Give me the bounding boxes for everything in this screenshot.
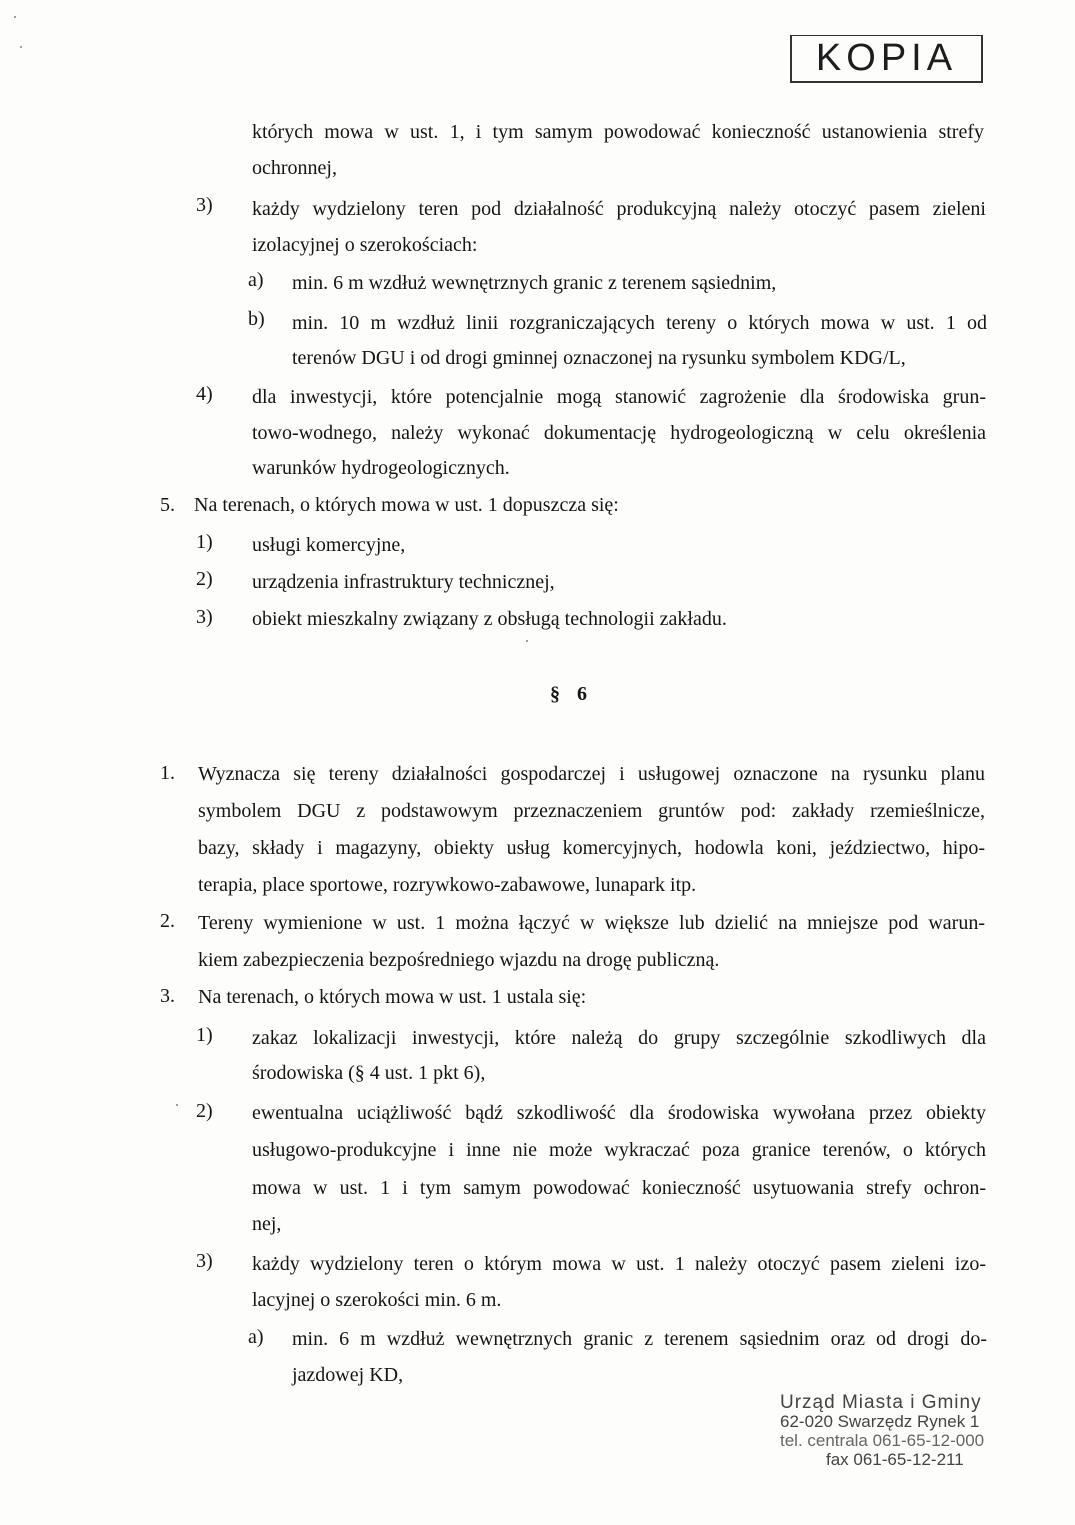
paragraph-line: Wyznacza się tereny działalności gospodarczej i usługowej oznaczone na rysunku planu: [198, 763, 985, 785]
office-phone: tel. centrala 061-65-12-000: [780, 1431, 985, 1450]
section-heading: § 6: [550, 683, 593, 705]
paragraph-line: izolacyjnej o szerokościach:: [252, 234, 478, 256]
scan-speck: [526, 640, 528, 642]
list-item: obiekt mieszkalny związany z obsługą technologii zakładu.: [252, 608, 727, 630]
paragraph-line: jazdowej KD,: [292, 1364, 404, 1386]
scan-speck: [176, 1104, 178, 1106]
paragraph-line: każdy wydzielony teren pod działalność produkcyjną należy otoczyć pasem zieleni: [252, 198, 986, 220]
item-number: 2): [196, 568, 213, 590]
paragraph-line: terapia, place sportowe, rozrywkowo-zabawowe, lunapark itp.: [198, 874, 697, 896]
paragraph-line: lacyjnej o szerokości min. 6 m.: [252, 1289, 502, 1311]
item-number: 3): [196, 194, 213, 216]
paragraph-line: terenów DGU i od drogi gminnej oznaczonej na rysunku symbolem KDG/L,: [292, 347, 906, 369]
list-item: usługi komercyjne,: [252, 534, 406, 556]
office-fax: fax 061-65-12-211: [826, 1450, 964, 1469]
paragraph-line: dla inwestycji, które potencjalnie mogą stanowić zagrożenie dla środowiska grun-: [252, 386, 986, 408]
subitem-letter: a): [248, 1326, 264, 1348]
paragraph-line: zakaz lokalizacji inwestycji, które należą do grupy szczególnie szkodliwych dla: [252, 1027, 986, 1049]
list-item: urządzenia infrastruktury technicznej,: [252, 571, 555, 593]
paragraph-line: kiem zabezpieczenia bezpośredniego wjazdu na drogę publiczną.: [198, 949, 720, 971]
office-address: 62-020 Swarzędz Rynek 1: [780, 1412, 980, 1431]
copy-stamp: KOPIA: [790, 35, 983, 83]
item-number: 2): [196, 1100, 213, 1122]
paragraph-line: min. 10 m wzdłuż linii rozgraniczających tereny o których mowa w ust. 1 od: [292, 312, 987, 334]
paragraph-line: warunków hydrogeologicznych.: [252, 457, 510, 479]
paragraph-number: 1.: [160, 762, 175, 784]
item-number: 4): [196, 383, 213, 405]
paragraph-number: 5.: [160, 494, 175, 516]
paragraph-line: środowiska (§ 4 ust. 1 pkt 6),: [252, 1062, 486, 1084]
item-number: 1): [196, 1024, 213, 1046]
paragraph-line: towo-wodnego, należy wykonać dokumentację hydrogeologiczną w celu określenia: [252, 422, 986, 444]
scan-speck: [14, 16, 16, 18]
paragraph-number: 2.: [160, 910, 175, 932]
paragraph-line: których mowa w ust. 1, i tym samym powodować konieczność ustanowienia strefy: [252, 121, 984, 143]
subitem-letter: a): [248, 269, 264, 291]
paragraph-line: usługowo-produkcyjne i inne nie może wykraczać poza granice terenów, o których: [252, 1139, 986, 1161]
paragraph-line: ewentualna uciążliwość bądź szkodliwość dla środowiska wywołana przez obiekty: [252, 1102, 986, 1124]
paragraph-line: mowa w ust. 1 i tym samym powodować konieczność usytuowania strefy ochron-: [252, 1177, 986, 1199]
office-name: Urząd Miasta i Gminy: [780, 1392, 982, 1413]
paragraph-line: nej,: [252, 1213, 282, 1235]
subitem-letter: b): [248, 308, 265, 330]
paragraph-line: ochronnej,: [252, 157, 337, 179]
item-number: 3): [196, 606, 213, 628]
paragraph-line: symbolem DGU z podstawowym przeznaczeniem gruntów pod: zakłady rzemieślnicze,: [198, 800, 985, 822]
paragraph-line: Na terenach, o których mowa w ust. 1 ustala się:: [198, 986, 587, 1008]
paragraph-line: bazy, składy i magazyny, obiekty usług komercyjnych, hodowla koni, jeździectwo, hipo-: [198, 837, 985, 859]
paragraph-number: 3.: [160, 985, 175, 1007]
paragraph-line: min. 6 m wzdłuż wewnętrznych granic z terenem sąsiednim,: [292, 272, 777, 294]
item-number: 1): [196, 531, 213, 553]
office-stamp: [780, 1393, 1030, 1469]
scan-speck: [20, 46, 22, 48]
item-number: 3): [196, 1250, 213, 1272]
paragraph-line: każdy wydzielony teren o którym mowa w ust. 1 należy otoczyć pasem zieleni izo-: [252, 1253, 986, 1275]
paragraph-line: min. 6 m wzdłuż wewnętrznych granic z terenem sąsiednim oraz od drogi do-: [292, 1328, 987, 1350]
paragraph-line: Na terenach, o których mowa w ust. 1 dopuszcza się:: [194, 494, 619, 516]
paragraph-line: Tereny wymienione w ust. 1 można łączyć w większe lub dzielić na mniejsze pod warun-: [198, 912, 985, 934]
